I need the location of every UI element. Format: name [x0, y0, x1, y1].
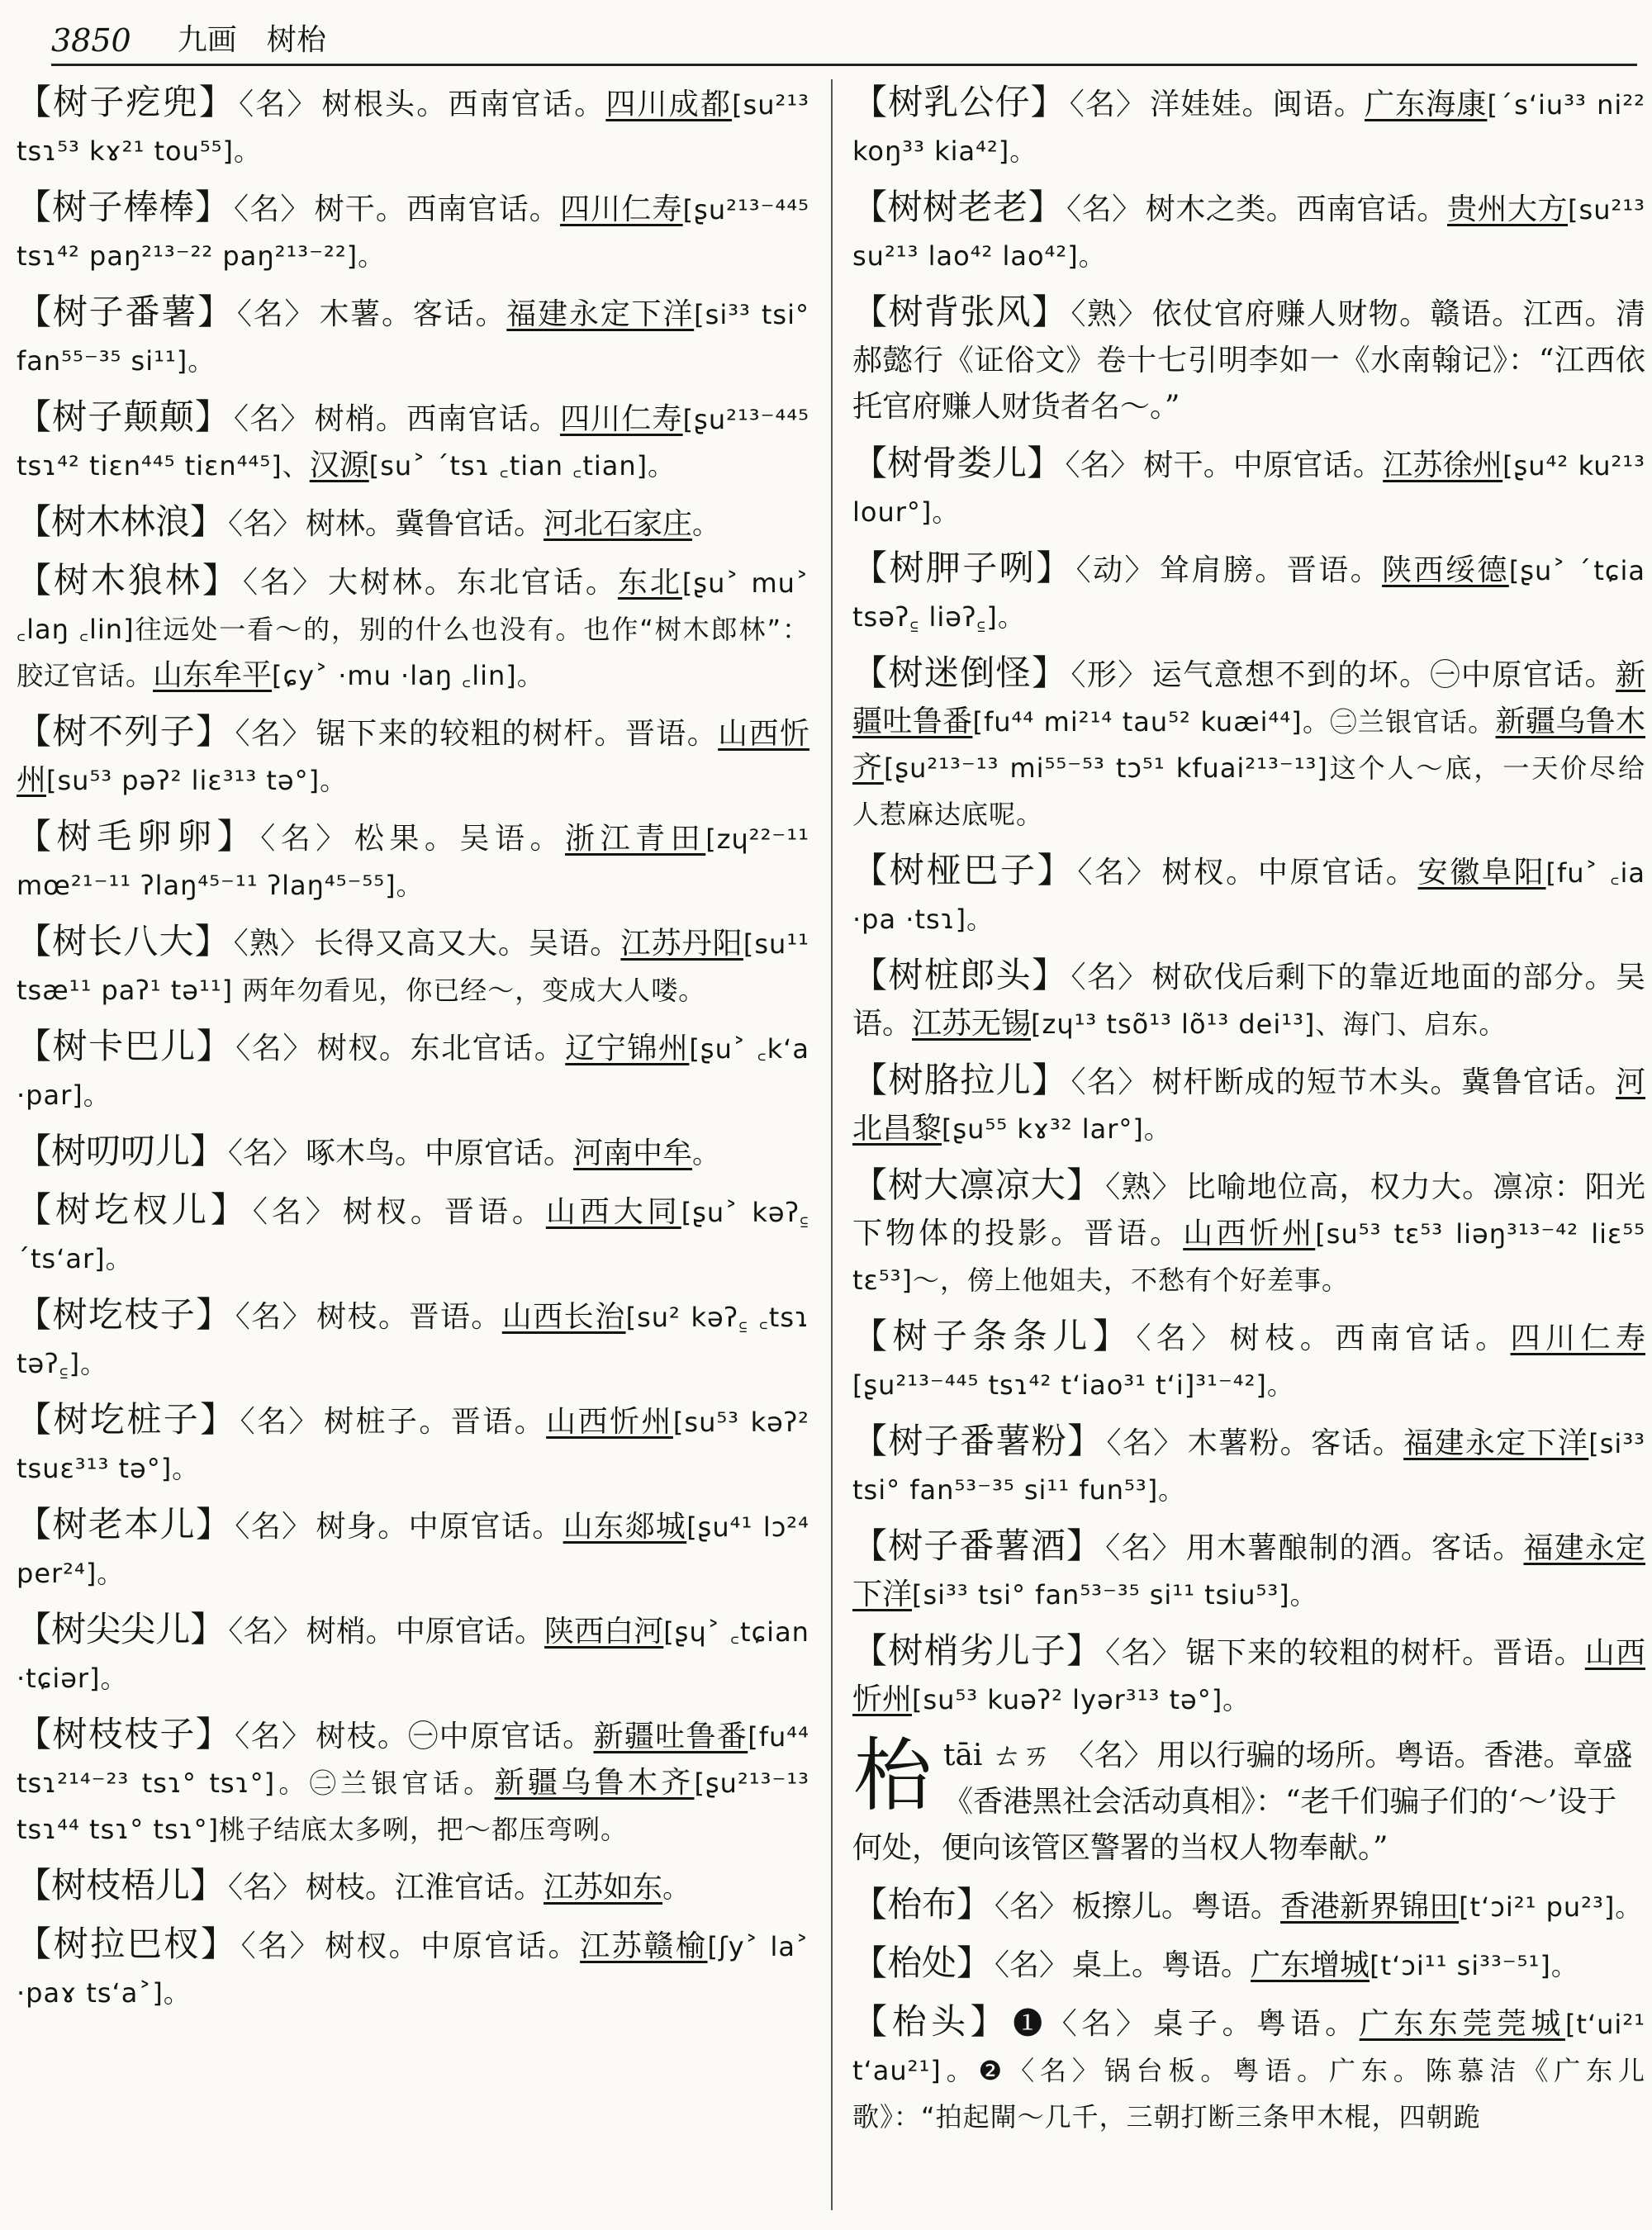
pronunciation: [ʂɥ˃ ꜀tɕian ·tɕiər]。: [17, 1616, 809, 1694]
headword: 【树子颠颠】: [17, 396, 231, 437]
left-column: [17, 79, 809, 2026]
dialect-location: 山西忻州: [1183, 1217, 1316, 1250]
headword: 【树木狼林】: [17, 560, 240, 600]
dictionary-entry: [17, 1711, 809, 1853]
part-of-speech: ❶〈名〉: [1013, 2007, 1151, 2041]
dialect-location: 河北石家庄: [544, 507, 693, 541]
part-of-speech: 〈名〉: [995, 1890, 1070, 1924]
dialect-location: 河北昌黎: [852, 1065, 1645, 1146]
headword: 【树子番薯粉】: [852, 1421, 1104, 1461]
part-of-speech: 〈名〉: [239, 88, 319, 121]
header-range: 树枱: [266, 23, 326, 57]
headword: 【树树老老】: [852, 187, 1064, 227]
dialect-location: 辽宁锦州: [565, 1032, 690, 1065]
dialect-location: 广东东莞莞城: [1359, 2007, 1565, 2041]
dictionary-entry: [852, 1418, 1645, 1513]
dictionary-entry: [17, 289, 809, 384]
char-pinyin: tāi: [943, 1739, 983, 1772]
dictionary-entry: [17, 184, 809, 279]
definition: 洋娃娃。闽语。: [1150, 88, 1365, 121]
dictionary-entry: [852, 1940, 1645, 1989]
dictionary-entry: [852, 79, 1645, 174]
dictionary-entry: [852, 545, 1645, 640]
definition: 耸肩膀。晋语。: [1159, 553, 1383, 587]
dialect-location: 山东郯城: [563, 1510, 687, 1544]
definition: 树砍伐后剩下的靠近地面的部分。吴语。: [852, 961, 1645, 1041]
pronunciation: [ʂu²¹³⁻⁴⁴⁵ tsɿ⁴² tiɛn⁴⁴⁵ tiɛn⁴⁴⁵]、: [17, 404, 809, 482]
pronunciation: [fu⁴⁴ mi²¹⁴ tau⁵² kuæi⁴⁴]。㊁兰银官话。: [972, 706, 1496, 738]
pronunciation: [ʂu˃ kəʔ꜁ ˊtsʻar]。: [17, 1197, 809, 1274]
part-of-speech: 〈名〉: [1106, 1426, 1184, 1460]
pronunciation: [su⁵³ pəʔ² liɛ³¹³ tə°]。: [46, 765, 348, 796]
part-of-speech: 〈熟〉: [233, 927, 311, 961]
dialect-location: 香港新界锦田: [1280, 1890, 1460, 1924]
pronunciation: [ˊsʻiu³³ ni²² koŋ³³ kia⁴²]。: [852, 89, 1645, 167]
dialect-location: 山东牟平: [153, 658, 273, 692]
pronunciation: [ʂu⁴² ku²¹³ lour°]。: [852, 450, 1645, 528]
headword: 【树毛卵卵】: [17, 816, 258, 856]
definition: 树桩子。晋语。: [324, 1405, 547, 1439]
dialect-location: 福建永定下洋: [1403, 1426, 1589, 1460]
part-of-speech: 〈名〉: [1065, 448, 1141, 482]
definition: 松果。吴语。: [354, 822, 566, 856]
definition: 树木之类。西南官话。: [1145, 192, 1447, 226]
dialect-location: 江苏赣榆: [580, 1929, 708, 1963]
dictionary-entry: [852, 289, 1645, 430]
part-of-speech: 〈名〉: [236, 297, 316, 331]
definition: 树杈。中原官话。: [325, 1929, 581, 1963]
headword: 【树圪杈儿】: [17, 1189, 249, 1230]
headword: 【树圪枝子】: [17, 1294, 232, 1335]
headword: 【树桠巴子】: [852, 850, 1075, 890]
pronunciation: [zɥ¹³ tsõ¹³ lõ¹³ dei¹³]、海门、启东。: [1031, 1008, 1507, 1040]
part-of-speech: 〈名〉: [234, 192, 311, 226]
part-of-speech: 〈名〉: [1066, 192, 1142, 226]
headword: 【树不列子】: [17, 711, 232, 752]
char-pos: 〈名〉: [1064, 1739, 1154, 1772]
dictionary-entry: [852, 1057, 1645, 1152]
dialect-location: 四川成都: [605, 88, 733, 121]
definition: 树干。中原官话。: [1143, 448, 1384, 482]
page-number: 3850: [51, 22, 131, 59]
definition: 木薯。客话。: [319, 297, 507, 331]
definition: 桌上。粤语。: [1072, 1948, 1251, 1982]
dialect-location: 新疆吐鲁番: [593, 1720, 748, 1753]
dialect-location: 新疆吐鲁番: [852, 658, 1645, 738]
dialect-location: 广东增城: [1251, 1948, 1370, 1982]
headword: 【树背张风】: [852, 292, 1068, 332]
part-of-speech: 〈名〉: [235, 1510, 313, 1544]
part-of-speech: 〈形〉: [1070, 658, 1149, 692]
pronunciation: [su⁵³ kəʔ² tsuɛ³¹³ tə°]。: [17, 1407, 809, 1484]
headword: 【树胛子咧】: [852, 548, 1073, 588]
part-of-speech: 〈名〉: [260, 822, 351, 856]
definition: 啄木鸟。中原官话。: [306, 1136, 574, 1170]
definition: 树枝。晋语。: [316, 1300, 502, 1334]
pronunciation: 。: [662, 1872, 691, 1904]
dialect-location: 山西忻州: [546, 1405, 673, 1439]
dialect-location: 四川仁寿: [559, 192, 683, 226]
dialect-location: 新疆乌鲁木齐: [852, 705, 1645, 785]
pronunciation: [si³³ tsi° fan⁵³⁻³⁵ si¹¹ fun⁵³]。: [852, 1428, 1645, 1506]
definition: 木薯粉。客话。: [1187, 1426, 1404, 1460]
definition: 树杈。晋语。: [342, 1195, 546, 1229]
dictionary-entry: [852, 184, 1645, 279]
part-of-speech: 〈名〉: [1070, 1065, 1149, 1099]
dictionary-entry: [17, 1606, 809, 1701]
pronunciation: [ʂu⁵⁵ kɤ³² lar°]。: [942, 1113, 1171, 1145]
definition: 锯下来的较粗的树杆。晋语。: [316, 717, 719, 751]
dialect-location: 山西大同: [545, 1195, 681, 1229]
dialect-location: 四川仁寿: [1510, 1321, 1645, 1355]
dialect-location: 四川仁寿: [559, 402, 683, 436]
pronunciation: [si³³ tsi° fan⁵⁵⁻³⁵ si¹¹]。: [17, 299, 809, 377]
pronunciation: [su² kəʔ꜁ ꜀tsɿ təʔ꜁]。: [17, 1302, 809, 1379]
dialect-location: 安徽阜阳: [1417, 856, 1546, 890]
pronunciation: 。: [692, 509, 720, 540]
dictionary-entry: [17, 1397, 809, 1492]
part-of-speech: 〈名〉: [235, 1720, 313, 1753]
pronunciation: [ʂu⁴¹ lɔ²⁴ per²⁴]。: [17, 1511, 809, 1589]
dictionary-entry: [852, 440, 1645, 535]
pronunciation: [su⁵³ kuəʔ² lyər³¹³ tə°]。: [912, 1684, 1251, 1715]
dictionary-entry: [17, 1862, 809, 1911]
dictionary-entry: [852, 1999, 1645, 2140]
pronunciation: [tʻui²¹ tʻau²¹]。❷〈名〉锅台板。粤语。广东。陈慕洁《广东儿歌》：“拍起閘～几千，三朝打断三条甲木棍，四朝跪: [852, 2009, 1645, 2133]
part-of-speech: 〈名〉: [235, 717, 313, 751]
pronunciation: [zɥ²²⁻¹¹ mœ²¹⁻¹¹ ʔlaŋ⁴⁵⁻¹¹ ʔlaŋ⁴⁵⁻⁵⁵]。: [17, 823, 809, 901]
headword: 【树木林浪】: [17, 501, 225, 542]
definition: 桌子。粤语。: [1153, 2007, 1360, 2041]
part-of-speech: 〈名〉: [228, 1871, 303, 1905]
headword: 【树桩郎头】: [852, 955, 1068, 995]
pronunciation: [su²¹³ tsɿ⁵³ kɤ²¹ tou⁵⁵]。: [17, 89, 809, 167]
definition: 树杆断成的短节木头。冀鲁官话。: [1151, 1065, 1616, 1099]
headword: 【树叨叨儿】: [17, 1131, 225, 1171]
headword: 【树拉巴杈】: [17, 1924, 238, 1964]
part-of-speech: 〈名〉: [252, 1195, 339, 1229]
definition: 树杈。中原官话。: [1161, 856, 1418, 890]
page-header: [51, 18, 1637, 66]
dictionary-entry: [17, 1128, 809, 1177]
pronunciation: [su²¹³ su²¹³ lao⁴² lao⁴²]。: [852, 194, 1645, 272]
dialect-location: 广东海康: [1364, 88, 1488, 121]
part-of-speech: 〈名〉: [242, 566, 325, 600]
pronunciation: [ʃy˃ la˃ ·paɤ tsʻa˃]。: [17, 1931, 809, 2009]
headword: 【枱头】: [852, 2001, 1010, 2042]
pronunciation: [ʂu²¹³⁻⁴⁴⁵ tsɿ⁴² paŋ²¹³⁻²² paŋ²¹³⁻²²]。: [17, 194, 809, 272]
headword: 【树子番薯】: [17, 292, 234, 332]
right-column: [852, 79, 1645, 2150]
headword: 【树大凛凉大】: [852, 1165, 1103, 1205]
definition: 用木薯酿制的酒。客话。: [1185, 1531, 1524, 1565]
pronunciation: [ʂu²¹³⁻¹³ tsɿ⁴⁴ tsɿ° tsɿ°]桃子结底太多咧，把～都压弯咧。: [17, 1767, 809, 1845]
pronunciation: [ʂu˃ ˊtɕia tsəʔ꜁ liəʔ꜁]。: [852, 555, 1645, 633]
pronunciation: [ʂu˃ ꜀kʻa ·par]。: [17, 1033, 809, 1111]
pronunciation: [fu⁴⁴ tsɿ²¹⁴⁻²³ tsɿ° tsɿ°]。㊁兰银官话。: [17, 1721, 809, 1799]
definition: 长得又高又大。吴语。: [314, 927, 621, 961]
dictionary-entry: [17, 79, 809, 174]
dictionary-entry: [17, 1187, 809, 1282]
part-of-speech: 〈动〉: [1075, 553, 1156, 587]
definition: 运气意想不到的坏。㊀中原官话。: [1151, 658, 1616, 692]
part-of-speech: 〈名〉: [234, 402, 311, 436]
part-of-speech: 〈名〉: [228, 507, 303, 541]
dialect-location: 江苏徐州: [1383, 448, 1503, 482]
part-of-speech: 〈名〉: [235, 1032, 314, 1065]
definition: 锯下来的较粗的树杆。晋语。: [1185, 1636, 1585, 1670]
dictionary-entry: [17, 814, 809, 909]
definition: 树身。中原官话。: [316, 1510, 563, 1544]
dialect-location: 福建永定下洋: [852, 1531, 1645, 1611]
definition: 树根头。西南官话。: [321, 88, 606, 121]
pronunciation: [su¹¹ tsæ¹¹ paʔ¹ tə¹¹] 两年勿看见，你已经～，变成大人喽。: [17, 928, 809, 1006]
headword: 【树子疙兜】: [17, 82, 236, 122]
pronunciation: [su⁵³ tɛ⁵³ liəŋ³¹³⁻⁴² liɛ⁵⁵ tɛ⁵³]～，傍上他姐夫，不愁有个好差事。: [852, 1218, 1645, 1296]
headword: 【树卡巴儿】: [17, 1026, 233, 1066]
char-entry: [852, 1729, 1645, 1872]
definition: 树梢。西南官话。: [314, 402, 560, 436]
dialect-location: 山西忻州: [17, 717, 809, 797]
definition: 树枝。西南官话。: [1229, 1321, 1511, 1355]
dictionary-entry: [17, 1921, 809, 2016]
dictionary-entry: [852, 1628, 1645, 1723]
dialect-location: 河南中牟: [573, 1136, 693, 1170]
part-of-speech: 〈名〉: [240, 1929, 322, 1963]
dictionary-entry: [852, 1881, 1645, 1930]
definition: 树杈。东北官话。: [316, 1032, 566, 1065]
dictionary-entry: [17, 918, 809, 1013]
definition: 树干。西南官话。: [314, 192, 560, 226]
pronunciation: [ɕy˃ ·mu ·laŋ ꜀lin]。: [272, 660, 544, 691]
part-of-speech: 〈熟〉: [1105, 1170, 1183, 1204]
part-of-speech: 〈名〉: [1069, 88, 1147, 121]
dictionary-entry: [852, 847, 1645, 942]
pronunciation: [fu˃ ꜀ia ·pa ·tsɿ]。: [852, 857, 1645, 935]
definition: 比喻地位高，权力大。凛凉：阳光下物体的投影。晋语。: [852, 1170, 1645, 1250]
dictionary-entry: [852, 952, 1645, 1047]
column-divider: [831, 79, 833, 2210]
headword: 【树迷倒怪】: [852, 652, 1068, 693]
part-of-speech: 〈名〉: [1077, 856, 1159, 890]
pronunciation: [ʂu²¹³⁻¹³ mi⁵⁵⁻⁵³ tɔ⁵¹ kfuai²¹³⁻¹³]这个人～底，一天价尽给人惹麻达底呢。: [852, 752, 1645, 830]
header-section: 九画: [177, 23, 237, 57]
dictionary-entry: [17, 1502, 809, 1597]
definition: 大树林。东北官话。: [327, 566, 618, 600]
dialect-location: 江苏丹阳: [620, 927, 743, 961]
definition: 树枝。江淮官话。: [306, 1871, 544, 1905]
headword: 【树骨娄儿】: [852, 443, 1062, 483]
dialect-location: 陕西白河: [544, 1615, 664, 1649]
pronunciation: 。: [692, 1138, 720, 1170]
part-of-speech: 〈名〉: [228, 1136, 303, 1170]
char-definition: 用以行骗的场所。粤语。香港。章盛《香港黑社会活动真相》：“老千们骗子们的‘～’设于何处，便向该管区警署的当权人物奉献。”: [852, 1739, 1633, 1865]
char-zhuyin: ㄊㄞ: [991, 1739, 1051, 1772]
dictionary-entry: [17, 499, 809, 548]
headword: 【树子番薯酒】: [852, 1525, 1103, 1566]
dialect-location: 陕西绥德: [1382, 553, 1509, 587]
part-of-speech: 〈名〉: [228, 1615, 303, 1649]
headword: 【树子棒棒】: [17, 187, 231, 227]
dialect-location: 江苏无锡: [912, 1007, 1032, 1041]
part-of-speech: 〈名〉: [1105, 1531, 1183, 1565]
headword: 【枱处】: [852, 1943, 992, 1983]
pronunciation: [tʻɔi¹¹ si³³⁻⁵¹]。: [1370, 1950, 1578, 1981]
part-of-speech: 〈名〉: [1136, 1321, 1227, 1355]
dictionary-entry: [852, 1162, 1645, 1303]
dialect-location: 东北: [617, 566, 682, 600]
dictionary-entry: [17, 1023, 809, 1118]
part-of-speech: 〈名〉: [240, 1405, 321, 1439]
headword: 【树枝梧儿】: [17, 1865, 225, 1905]
headword: 【树老本儿】: [17, 1504, 232, 1544]
dictionary-entry: [17, 394, 809, 489]
dictionary-entry: [852, 1523, 1645, 1618]
headword: 【树枝枝子】: [17, 1714, 232, 1754]
part-of-speech: 〈名〉: [235, 1300, 314, 1334]
definition: 树枝。㊀中原官话。: [316, 1720, 594, 1753]
dialect-location: 山西长治: [501, 1300, 626, 1334]
dictionary-entry: [852, 1313, 1645, 1408]
dialect-location: 浙江青田: [565, 822, 706, 856]
pronunciation: [tʻɔi²¹ pu²³]。: [1459, 1891, 1643, 1923]
dictionary-entry: [17, 709, 809, 804]
dictionary-entry: [852, 650, 1645, 837]
part-of-speech: 〈熟〉: [1070, 297, 1149, 331]
headword: 【树梢劣儿子】: [852, 1630, 1103, 1671]
headword: 【枱布】: [852, 1884, 992, 1924]
headword: 【树子条条儿】: [852, 1316, 1133, 1356]
dialect-location: 江苏如东: [544, 1871, 663, 1905]
pronunciation: [ʂu²¹³⁻⁴⁴⁵ tsɿ⁴² tʻiao³¹ tʻi]³¹⁻⁴²]。: [852, 1369, 1294, 1401]
definition: 依仗官府赚人财物。赣语。江西。清郝懿行《证俗文》卷十七引明李如一《水南翰记》：“江西依托官府赚人财货者名～。”: [852, 297, 1645, 424]
pronunciation: [su˃ ˊtsɿ ꜀tian ꜀tian]。: [368, 450, 676, 482]
dictionary-entry: [17, 1292, 809, 1387]
dialect-location: 汉源: [309, 448, 369, 482]
part-of-speech: 〈名〉: [995, 1948, 1070, 1982]
dictionary-entry: [17, 558, 809, 699]
part-of-speech: 〈名〉: [1105, 1636, 1183, 1670]
char-headword: 枱: [852, 1729, 932, 1822]
definition: 树林。冀鲁官话。: [306, 507, 544, 541]
dialect-location: 福建永定下洋: [506, 297, 695, 331]
dialect-location: 新疆乌鲁木齐: [494, 1766, 695, 1800]
definition: 板擦儿。粤语。: [1072, 1890, 1281, 1924]
headword: 【树胳拉儿】: [852, 1060, 1068, 1100]
headword: 【树尖尖儿】: [17, 1609, 225, 1649]
headword: 【树乳公仔】: [852, 82, 1066, 122]
dialect-location: 贵州大方: [1446, 192, 1569, 226]
definition: 树梢。中原官话。: [306, 1615, 545, 1649]
pronunciation: [ʂu˃ mu˃ ꜀laŋ ꜀lin]往远处一看～的，别的什么也没有。也作“树木郎林”：胶辽官话。: [17, 567, 809, 691]
headword: 【树圪桩子】: [17, 1399, 237, 1440]
dialect-location: 山西忻州: [852, 1636, 1645, 1716]
pronunciation: [si³³ tsi° fan⁵³⁻³⁵ si¹¹ tsiu⁵³]。: [912, 1579, 1317, 1611]
part-of-speech: 〈名〉: [1070, 961, 1149, 994]
headword: 【树长八大】: [17, 921, 230, 961]
